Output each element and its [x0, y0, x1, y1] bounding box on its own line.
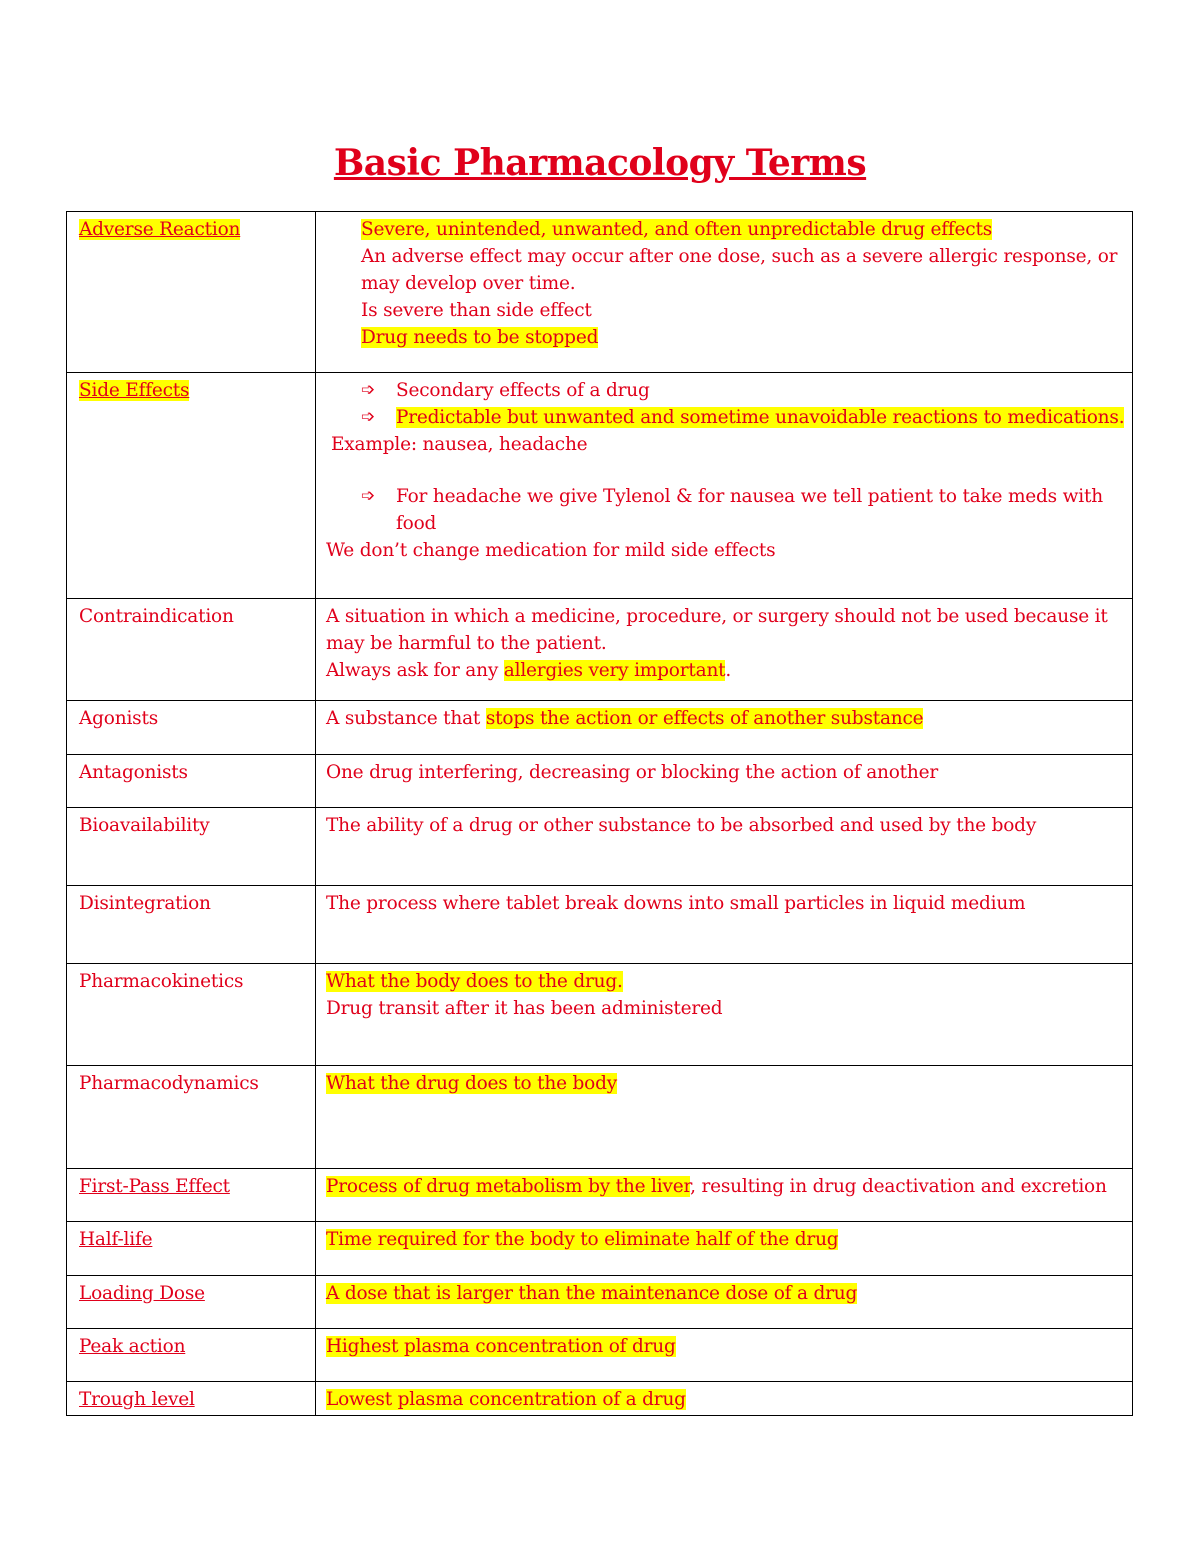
definition-text: For headache we give Tylenol & for nausea we tell patient to take meds with food — [396, 486, 1103, 534]
term-label: Peak action — [79, 1336, 186, 1357]
definition-cell — [316, 1066, 1133, 1169]
table-row — [67, 1066, 1133, 1169]
table-row — [67, 1222, 1133, 1276]
definition-text: allergies very important — [503, 660, 726, 681]
definition-text: A situation in which a medicine, procedure, or surgery should not be used because it may be harmful to the patient. — [326, 606, 1108, 654]
definition-text: Time required for the body to eliminate half of the drug — [326, 1229, 839, 1250]
term-cell — [67, 1382, 316, 1416]
arrow-right-icon: ➩ — [361, 486, 376, 506]
term-label: Adverse Reaction — [79, 219, 241, 240]
term-cell — [67, 701, 316, 755]
definition-text: Severe, unintended, unwanted, and often unpredictable drug effects — [361, 219, 992, 240]
definition-cell — [316, 1222, 1133, 1276]
arrow-right-icon: ➩ — [361, 407, 376, 427]
table-row — [67, 212, 1133, 373]
definition-text: Example: nausea, headache — [331, 434, 588, 455]
definition-text: Lowest plasma concentration of a drug — [326, 1389, 686, 1410]
definition-cell — [316, 599, 1133, 701]
arrow-right-icon: ➩ — [361, 380, 376, 400]
definition-text: Drug needs to be stopped — [361, 327, 599, 348]
definition-text: A substance that — [326, 708, 486, 729]
definition-text: The ability of a drug or other substance to be absorbed and used by the body — [326, 815, 1037, 836]
term-label: Antagonists — [79, 762, 188, 783]
page-title: Basic Pharmacology Terms — [333, 142, 867, 184]
terms-table — [66, 211, 1133, 1416]
term-label: Trough level — [79, 1389, 195, 1410]
term-label: Half-life — [79, 1229, 153, 1250]
table-row — [67, 1169, 1133, 1222]
definition-text: Always ask for any — [326, 660, 504, 681]
definition-text: Highest plasma concentration of drug — [326, 1336, 676, 1357]
definition-text: The process where tablet break downs into small particles in liquid medium — [326, 893, 1026, 914]
definition-text: Predictable but unwanted and sometime unavoidable reactions to medications. — [396, 407, 1125, 428]
term-cell — [67, 212, 316, 373]
definition-text: What the body does to the drug. — [326, 971, 623, 992]
definition-cell — [316, 373, 1133, 599]
term-cell — [67, 1169, 316, 1222]
term-cell — [67, 755, 316, 808]
definition-cell — [316, 1382, 1133, 1416]
table-row — [67, 599, 1133, 701]
definition-cell — [316, 1329, 1133, 1382]
term-label: Contraindication — [79, 606, 234, 627]
table-row — [67, 964, 1133, 1066]
term-label: First-Pass Effect — [79, 1176, 230, 1197]
definition-text: An adverse effect may occur after one dose, such as a severe allergic response, or may develop over time. — [361, 246, 1118, 294]
definition-text: Drug transit after it has been administered — [326, 998, 723, 1019]
definition-text: , resulting in drug deactivation and excretion — [690, 1176, 1107, 1197]
term-label: Disintegration — [79, 893, 211, 914]
term-cell — [67, 1066, 316, 1169]
definition-cell — [316, 212, 1133, 373]
term-label: Agonists — [79, 708, 158, 729]
definition-text: . — [725, 660, 732, 681]
table-row — [67, 808, 1133, 886]
definition-cell — [316, 755, 1133, 808]
list-item — [326, 483, 1128, 537]
table-row — [67, 1329, 1133, 1382]
term-label: Side Effects — [79, 380, 190, 401]
term-label: Pharmacokinetics — [79, 971, 244, 992]
definition-cell — [316, 1169, 1133, 1222]
term-cell — [67, 373, 316, 599]
definition-text: A dose that is larger than the maintenance dose of a drug — [326, 1283, 858, 1304]
definition-text: One drug interfering, decreasing or blocking the action of another — [326, 762, 939, 783]
table-row — [67, 1276, 1133, 1329]
definition-cell — [316, 1276, 1133, 1329]
table-row — [67, 755, 1133, 808]
definition-text: Secondary effects of a drug — [396, 380, 650, 401]
term-cell — [67, 1276, 316, 1329]
term-label: Loading Dose — [79, 1283, 205, 1304]
definition-cell — [316, 808, 1133, 886]
definition-cell — [316, 701, 1133, 755]
term-cell — [67, 599, 316, 701]
table-row — [67, 886, 1133, 964]
definition-text: stops the action or effects of another substance — [485, 708, 924, 729]
definition-text: We don’t change medication for mild side effects — [326, 540, 776, 561]
table-row — [67, 1382, 1133, 1416]
term-cell — [67, 1329, 316, 1382]
term-cell — [67, 964, 316, 1066]
list-item — [326, 404, 1128, 431]
term-label: Pharmacodynamics — [79, 1073, 259, 1094]
definition-text: Process of drug metabolism by the liver — [326, 1176, 691, 1197]
definition-text: What the drug does to the body — [326, 1073, 617, 1094]
definition-cell — [316, 886, 1133, 964]
list-item — [326, 377, 1128, 404]
definition-cell — [316, 964, 1133, 1066]
term-label: Bioavailability — [79, 815, 210, 836]
term-cell — [67, 1222, 316, 1276]
term-cell — [67, 886, 316, 964]
table-row — [67, 373, 1133, 599]
table-row — [67, 701, 1133, 755]
term-cell — [67, 808, 316, 886]
definition-text: Is severe than side effect — [361, 300, 592, 321]
